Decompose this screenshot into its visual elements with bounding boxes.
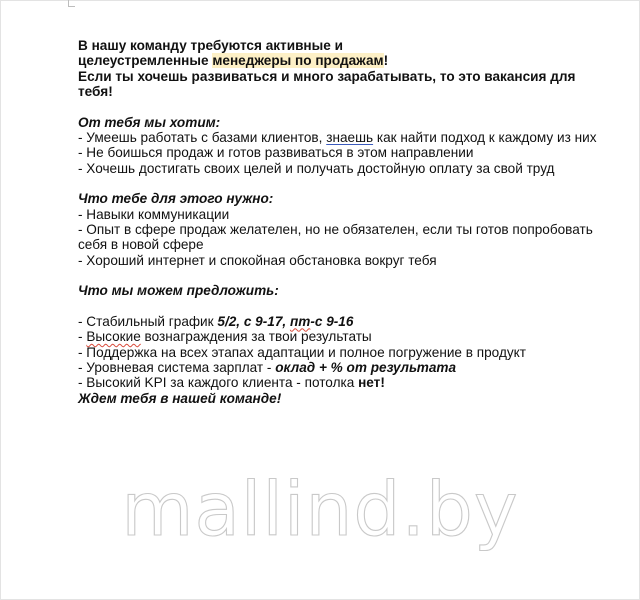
schedule-bold-end: -с 9-16 xyxy=(310,313,354,329)
want-heading: От тебя мы хотим: xyxy=(78,114,221,130)
need-item-3: - Хороший интернет и спокойная обстановка вокруг тебя xyxy=(78,252,437,268)
need-item-2b: себя в новой сфере xyxy=(78,237,204,253)
spacer xyxy=(78,176,618,191)
want-item-1-rest: как найти подход к каждому из них xyxy=(373,130,597,146)
want-item-1-text: - Умеешь работать с базами клиентов, xyxy=(78,130,327,146)
offer-item-1-text: - Стабильный график xyxy=(78,313,218,329)
intro-line-2 xyxy=(78,53,618,68)
intro-line-1: В нашу команду требуются активные и xyxy=(78,38,343,53)
want-item-1 xyxy=(78,130,618,145)
need-item-1: - Навыки коммуникации xyxy=(78,206,230,222)
offer-item-1 xyxy=(78,314,618,329)
salary-bold: оклад + % от результата xyxy=(275,359,457,375)
offer-item-5-text: - Высокий KPI за каждого клиента - потолка xyxy=(78,375,359,391)
offer-item-5 xyxy=(78,375,618,390)
offer-item-2-dash: - xyxy=(78,329,87,345)
offer-item-5-exclaim: ! xyxy=(380,375,385,391)
offer-item-2-rest: вознаграждения за твои результаты xyxy=(140,329,372,345)
no-limit-bold: нет xyxy=(358,375,381,391)
want-item-3: - Хочешь достигать своих целей и получать достойную оплату за свой труд xyxy=(78,160,555,176)
vacancy-document xyxy=(78,38,618,406)
offer-heading: Что мы можем предложить: xyxy=(78,283,279,299)
intro-line-2-text: целеустремленные xyxy=(78,53,213,69)
schedule-bold: 5/2, с 9-17, xyxy=(217,313,290,329)
offer-item-4 xyxy=(78,360,618,375)
offer-item-4-text: - Уровневая система зарплат - xyxy=(78,359,276,375)
need-item-2a: - Опыт в сфере продаж желателен, но не обязателен, если ты готов попробовать xyxy=(78,222,593,238)
offer-item-3: - Поддержка на всех этапах адаптации и полное погружение в продукт xyxy=(78,344,526,360)
need-heading: Что тебе для этого нужно: xyxy=(78,191,274,207)
misspelled-word: Высокие xyxy=(86,329,141,345)
intro-line-4: тебя! xyxy=(78,84,113,100)
misspelled-word: пт xyxy=(289,313,311,329)
closing-line: Ждем тебя в нашей команде! xyxy=(78,390,282,406)
spacer xyxy=(78,299,618,314)
watermark: mallind.by xyxy=(121,467,519,553)
offer-item-2 xyxy=(78,329,618,344)
intro-line-3: Если ты хочешь развиваться и много зарабатывать, то это вакансия для xyxy=(78,68,576,84)
spacer xyxy=(78,100,618,115)
corner-mark xyxy=(68,0,75,7)
want-item-2: - Не боишься продаж и готов развиваться в этом направлении xyxy=(78,145,474,161)
underlined-word: знаешь xyxy=(326,130,374,146)
intro-line-2-exclaim: ! xyxy=(383,53,389,69)
highlighted-position: менеджеры по продажам xyxy=(212,53,384,69)
spacer xyxy=(78,268,618,283)
